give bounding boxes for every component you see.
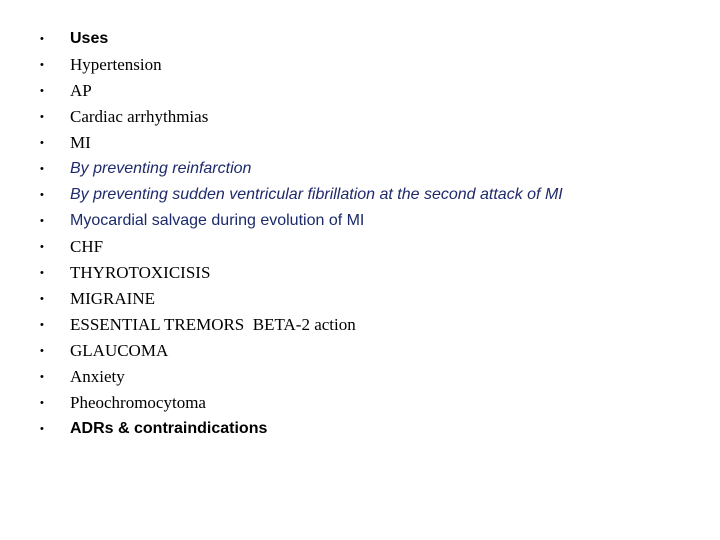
bullet-icon: • (40, 397, 44, 409)
bullet-icon: • (40, 137, 44, 149)
list-item (40, 156, 563, 182)
list-item-text: Anxiety (70, 367, 125, 386)
list-item (40, 390, 563, 416)
bullet-icon: • (40, 111, 44, 123)
list-item-text: MIGRAINE (70, 289, 155, 308)
bullet-icon: • (40, 163, 44, 175)
heading-uses: Uses (70, 30, 109, 47)
bullet-icon: • (40, 423, 44, 435)
list-item (40, 130, 563, 156)
list-item-text: THYROTOXICISIS (70, 263, 211, 282)
bullet-icon: • (40, 293, 44, 305)
list-item (40, 234, 563, 260)
list-item (40, 338, 563, 364)
bullet-icon: • (40, 345, 44, 357)
list-item-text: Cardiac arrhythmias (70, 107, 209, 126)
list-item-text: CHF (70, 237, 104, 256)
list-item-adrs (40, 416, 563, 442)
list-item-text: AP (70, 81, 92, 100)
list-item-text: By preventing reinfarction (70, 160, 252, 177)
heading-adrs: ADRs & contraindications (70, 420, 268, 437)
list-item-text: Pheochromocytoma (70, 393, 206, 412)
list-item-uses (40, 26, 563, 52)
bullet-icon: • (40, 215, 44, 227)
list-item-text: GLAUCOMA (70, 341, 169, 360)
list-item-text: Hypertension (70, 55, 162, 74)
bullet-icon: • (40, 85, 44, 97)
list-item (40, 364, 563, 390)
list-item-text: By preventing sudden ventricular fibrillation at the second attack of MI (70, 186, 563, 203)
list-item (40, 286, 563, 312)
bullet-list (40, 26, 563, 442)
bullet-icon: • (40, 319, 44, 331)
list-item (40, 52, 563, 78)
list-item (40, 78, 563, 104)
list-item (40, 208, 563, 234)
bullet-icon: • (40, 267, 44, 279)
bullet-icon: • (40, 371, 44, 383)
list-item-text: MI (70, 133, 91, 152)
list-item (40, 182, 563, 208)
list-item (40, 260, 563, 286)
list-item (40, 312, 563, 338)
bullet-icon: • (40, 189, 44, 201)
list-item (40, 104, 563, 130)
bullet-icon: • (40, 59, 44, 71)
bullet-icon: • (40, 33, 44, 45)
list-item-text: ESSENTIAL TREMORS BETA-2 action (70, 315, 356, 334)
list-item-text: Myocardial salvage during evolution of MI (70, 212, 365, 229)
bullet-icon: • (40, 241, 44, 253)
